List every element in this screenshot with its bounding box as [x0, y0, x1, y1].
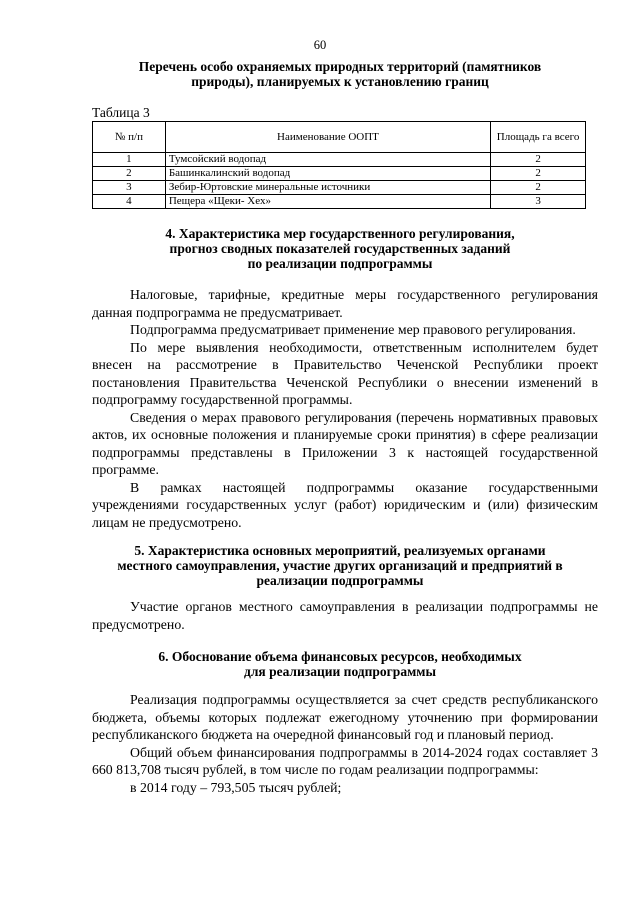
col-header-area: Площадь га всего: [491, 122, 586, 153]
paragraph: Налоговые, тарифные, кредитные меры государственного регулирования данная подпрограмма не предусматривает.: [92, 287, 598, 320]
cell-number: 2: [93, 167, 166, 181]
section5-body: [92, 598, 598, 633]
cell-name: Башинкалинский водопад: [165, 167, 490, 181]
heading-main: [60, 59, 620, 89]
paragraph: Общий объем финансирования подпрограммы в 2014-2024 годах составляет 3 660 813,708 тысяч рублей, в том числе по годам реализации подпрограммы:: [92, 744, 598, 777]
section-title-line: местного самоуправления, участие других организаций и предприятий в: [117, 558, 563, 573]
cell-area: 2: [491, 153, 586, 167]
cell-name: Зебир-Юртовские минеральные источники: [165, 181, 490, 195]
heading-main-line: Перечень особо охраняемых природных территорий (памятников: [138, 59, 542, 74]
section-title-line: прогноз сводных показателей государственных заданий: [169, 241, 511, 256]
paragraph: В рамках настоящей подпрограммы оказание государственными учреждениями государственных услуг (работ) юридическим и (или) физическим лицам не предусмотрено.: [92, 479, 598, 530]
col-header-name: Наименование ООПТ: [165, 122, 490, 153]
section4-title: [60, 226, 620, 271]
col-header-number: № п/п: [93, 122, 166, 153]
section4-body: [92, 286, 598, 531]
cell-number: 4: [93, 195, 166, 209]
table-header-row: [93, 122, 586, 153]
section-title-line: для реализации подпрограммы: [243, 664, 436, 679]
section5-title: [60, 543, 620, 588]
paragraph: Участие органов местного самоуправления в реализации подпрограммы не предусмотрено.: [92, 599, 598, 632]
cell-area: 3: [491, 195, 586, 209]
section-title-line: 6. Обоснование объема финансовых ресурсов, необходимых: [158, 649, 522, 664]
cell-number: 1: [93, 153, 166, 167]
paragraph: Подпрограмма предусматривает применение мер правового регулирования.: [130, 322, 576, 337]
table-row: [93, 195, 586, 209]
table-row: [93, 153, 586, 167]
heading-main-line: природы), планируемых к установлению границ: [191, 74, 489, 89]
paragraph: Сведения о мерах правового регулирования (перечень нормативных правовых актов, их основные положения и планируемые сроки принятия) в сфере реализации подпрограммы представлены в Приложении 3 к настоящей государственной программе.: [92, 409, 598, 477]
paragraph: Реализация подпрограммы осуществляется за счет средств республиканского бюджета, объемы которых подлежат ежегодному уточнению при формировании республиканского бюджета на очередной финансовый год и плановый период.: [92, 692, 598, 742]
section-title-line: 4. Характеристика мер государственного регулирования,: [165, 226, 515, 241]
table-label: Таблица 3: [92, 105, 150, 120]
paragraph: в 2014 году – 793,505 тысяч рублей;: [130, 779, 342, 795]
paragraph: По мере выявления необходимости, ответственным исполнителем будет внесен на рассмотрение в Правительство Чеченской Республики проект постановления Правительства Чеченской Республики о внесении изменений в подпрограмму государственной программы.: [92, 339, 598, 407]
table-row: [93, 167, 586, 181]
cell-area: 2: [491, 167, 586, 181]
section-title-line: по реализации подпрограммы: [247, 256, 433, 271]
oopt-table: [92, 121, 586, 209]
section-title-line: реализации подпрограммы: [256, 573, 424, 588]
section6-body: [92, 691, 598, 796]
cell-area: 2: [491, 181, 586, 195]
page-number: 60: [313, 38, 327, 52]
section6-title: [60, 649, 620, 679]
section-title-line: 5. Характеристика основных мероприятий, реализуемых органами: [134, 543, 546, 558]
cell-name: Тумсойский водопад: [165, 153, 490, 167]
cell-name: Пещера «Щеки- Хех»: [165, 195, 490, 209]
cell-number: 3: [93, 181, 166, 195]
table-row: [93, 181, 586, 195]
